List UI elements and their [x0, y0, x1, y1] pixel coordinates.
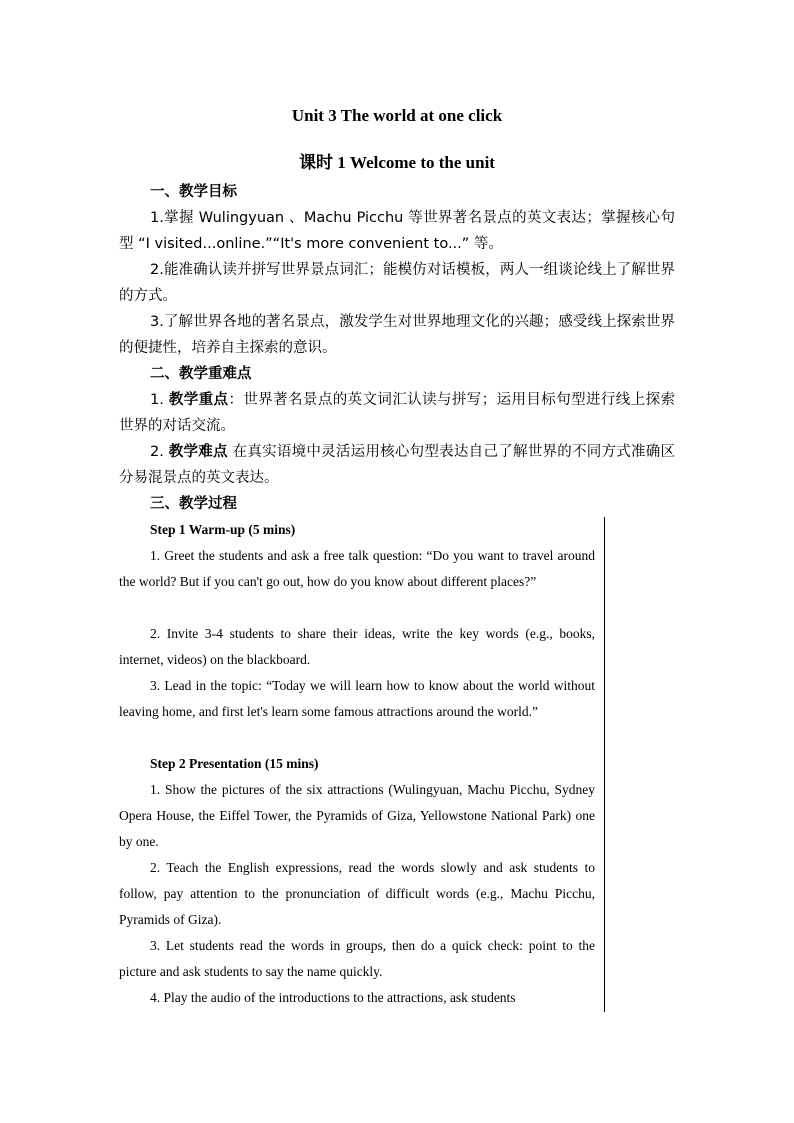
- section-heading-process: 三、教学过程: [150, 496, 237, 512]
- step1-heading: Step 1 Warm-up (5 mins): [150, 522, 296, 537]
- objective-paragraph-2: 2.能准确认读并拼写世界景点词汇；能模仿对话模板，两人一组谈论线上了解世界的方式。: [119, 262, 675, 304]
- key-point-paragraph: 1. 教学重点：世界著名景点的英文词汇认读与拼写；运用目标句型进行线上探索世界的对话交流。: [119, 392, 675, 434]
- step2-paragraph-3: 3. Let students read the words in groups, then do a quick check: point to the picture and ask students to say the name quickly.: [119, 938, 595, 979]
- step2-paragraph-1: 1. Show the pictures of the six attractions (Wulingyuan, Machu Picchu, Sydney Opera House, the Eiffel Tower, the Pyramids of Giza, Yellowstone National Park) one by one.: [119, 782, 595, 849]
- step1-paragraph-1: 1. Greet the students and ask a free talk question: “Do you want to travel around the world? But if you can't go out, how do you know about different places?”: [119, 548, 595, 589]
- section-heading-objectives: 一、教学目标: [150, 184, 237, 200]
- objective-paragraph-3: 3.了解世界各地的著名景点，激发学生对世界地理文化的兴趣；感受线上探索世界的便捷性，培养自主探索的意识。: [119, 314, 675, 356]
- section-heading-key-points: 二、教学重难点: [150, 366, 252, 382]
- lesson-subtitle: 课时 1 Welcome to the unit: [299, 153, 495, 172]
- key-point-label: 教学重点: [168, 392, 229, 408]
- step1-paragraph-3: 3. Lead in the topic: “Today we will learn how to know about the world without leaving home, and first let's learn some famous attractions around the world.”: [119, 678, 595, 719]
- document-title: Unit 3 The world at one click: [291, 106, 503, 125]
- difficulty-paragraph: 2. 教学难点 在真实语境中灵活运用核心句型表达自己了解世界的不同方式准确区分易混景点的英文表达。: [119, 444, 676, 486]
- difficulty-label: 教学难点: [168, 444, 228, 460]
- step2-paragraph-4: 4. Play the audio of the introductions to the attractions, ask students: [150, 990, 516, 1005]
- table-border-line: [604, 517, 605, 1012]
- step2-heading: Step 2 Presentation (15 mins): [150, 756, 319, 771]
- objective-paragraph-1: 1.掌握 Wulingyuan 、Machu Picchu 等世界著名景点的英文表达；掌握核心句型 “I visited...online.”“It's more convenient to...” 等。: [119, 210, 675, 252]
- step1-paragraph-2: 2. Invite 3-4 students to share their ideas, write the key words (e.g., books, internet, videos) on the blackboard.: [119, 626, 595, 667]
- step2-paragraph-2: 2. Teach the English expressions, read the words slowly and ask students to follow, pay attention to the pronunciation of difficult words (e.g., Machu Picchu, Pyramids of Giza).: [119, 860, 595, 927]
